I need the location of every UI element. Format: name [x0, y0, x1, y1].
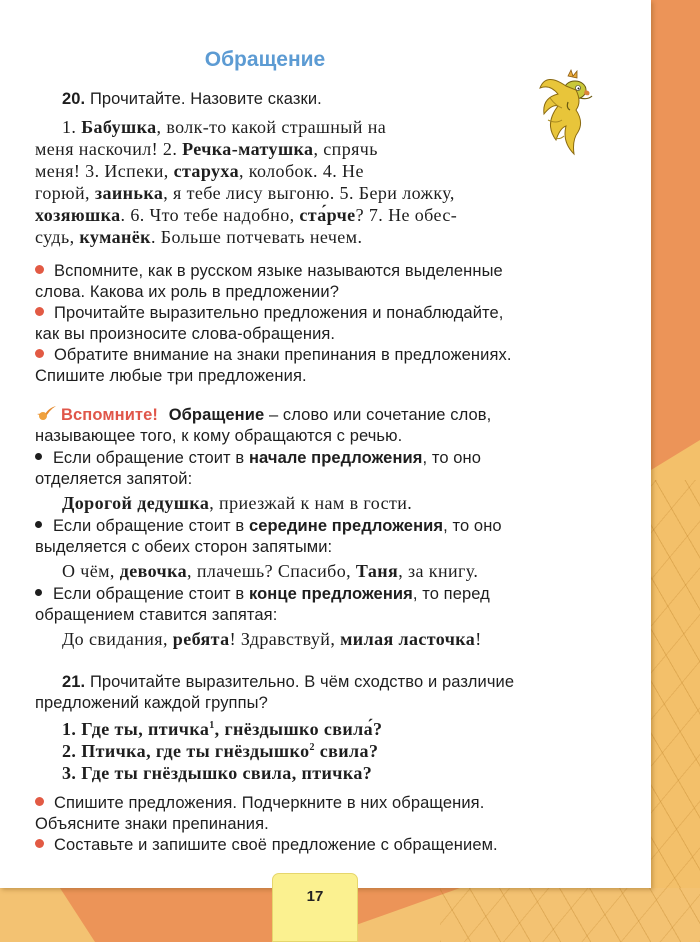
text-line: хозяюшка. 6. Что тебе надобно, ста́рче? 7. Не обес-: [35, 205, 458, 225]
rule-example: Дорогой дедушка, приезжай к нам в гости.: [62, 493, 413, 513]
exercise-number: 21.: [62, 673, 86, 691]
background-hatching-bottom: [440, 888, 700, 942]
address-word: Дорогой дедушка: [62, 493, 210, 513]
sentence: 2. Птичка, где ты гнёздышко$^2$ свила?: [62, 741, 379, 761]
rule-case: Если обращение стоит в середине предложения, то оно: [35, 517, 502, 536]
footnote-marker: 2: [309, 742, 315, 753]
footnote-marker: 1: [209, 720, 215, 731]
address-word: Речка-матушка: [182, 139, 314, 159]
rule-definition-cont: называющее того, к кому обращаются с речью.: [35, 427, 403, 445]
exercise-21-instruction-cont: предложений каждой группы?: [35, 694, 268, 712]
page-number: 17: [272, 873, 358, 942]
exercise-20-heading: [62, 90, 322, 109]
task-bullet: Составьте и запишите своё предложение с обращением.: [35, 836, 498, 855]
rule-term: Обращение: [168, 406, 265, 424]
task-text: Объясните знаки препинания.: [35, 815, 269, 833]
address-word: ребята: [172, 629, 230, 649]
address-word: старуха: [173, 161, 239, 181]
address-word: хозяюшка: [35, 205, 121, 225]
address-word: конце предложения: [248, 585, 413, 603]
rule-case: Если обращение стоит в конце предложения, то перед: [35, 585, 490, 604]
rule-case-cont: выделяется с обеих сторон запятыми:: [35, 538, 333, 556]
address-word: Таня: [355, 561, 399, 581]
text-line: горюй, заинька, я тебе лису выгоню. 5. Бери ложку,: [35, 183, 455, 203]
rule-case: Если обращение стоит в начале предложения, то оно: [35, 449, 481, 468]
address-word: заинька: [94, 183, 164, 203]
exercise-21-heading: 21. Прочитайте выразительно. В чём сходство и различие: [62, 673, 515, 691]
page-title: Обращение: [204, 48, 326, 71]
exercise-number: 20.: [62, 90, 86, 108]
remember-label: Вспомните!: [61, 406, 158, 424]
address-word: девочка: [119, 561, 188, 581]
address-word: милая ласточка: [340, 629, 476, 649]
text-line: меня наскочил! 2. Речка-матушка, спрячь: [35, 139, 378, 159]
task-text: как вы произносите слова-обращения.: [35, 325, 336, 343]
task-bullet: Спишите предложения. Подчеркните в них обращения.: [35, 794, 484, 813]
exercise-instruction: Прочитайте. Назовите сказки.: [89, 90, 322, 108]
check-mark-icon: [35, 405, 57, 423]
rule-case-cont: отделяется запятой:: [35, 470, 193, 488]
address-word: куманёк: [79, 227, 151, 247]
task-bullet: Прочитайте выразительно предложения и понаблюдайте,: [35, 304, 503, 323]
sentence: 1. Где ты, птичка$^1$, гнёздышко свила́?: [62, 719, 383, 739]
text-line: меня! 3. Испеки, старуха, колобок. 4. Не: [35, 161, 364, 181]
background-hatching: [651, 480, 700, 942]
task-text: Спишите любые три предложения.: [35, 367, 307, 385]
address-word: начале предложения: [248, 449, 423, 467]
rule-example: До свидания, ребята! Здравствуй, милая ласточка!: [62, 629, 482, 649]
task-text: слова. Какова их роль в предложении?: [35, 283, 339, 301]
text-line: 1. Бабушка, волк-то какой страшный на: [62, 117, 387, 137]
rule-example: О чём, девочка, плачешь? Спасибо, Таня, за книгу.: [62, 561, 479, 581]
text-line: судь, куманёк. Больше потчевать нечем.: [35, 227, 363, 247]
address-word: середине предложения: [248, 517, 444, 535]
address-word: Бабушка: [81, 117, 157, 137]
sentence: 3. Где ты гнёздышко свила, птичка?: [62, 763, 373, 783]
task-bullet: Вспомните, как в русском языке называются выделенные: [35, 262, 503, 281]
address-word: ста́рче: [299, 205, 356, 225]
golden-fish-icon: [528, 68, 598, 168]
rule-case-cont: обращением ставится запятая:: [35, 606, 278, 624]
task-bullet: Обратите внимание на знаки препинания в предложениях.: [35, 346, 512, 365]
rule-definition: Вспомните! Обращение – слово или сочетание слов,: [35, 405, 491, 425]
